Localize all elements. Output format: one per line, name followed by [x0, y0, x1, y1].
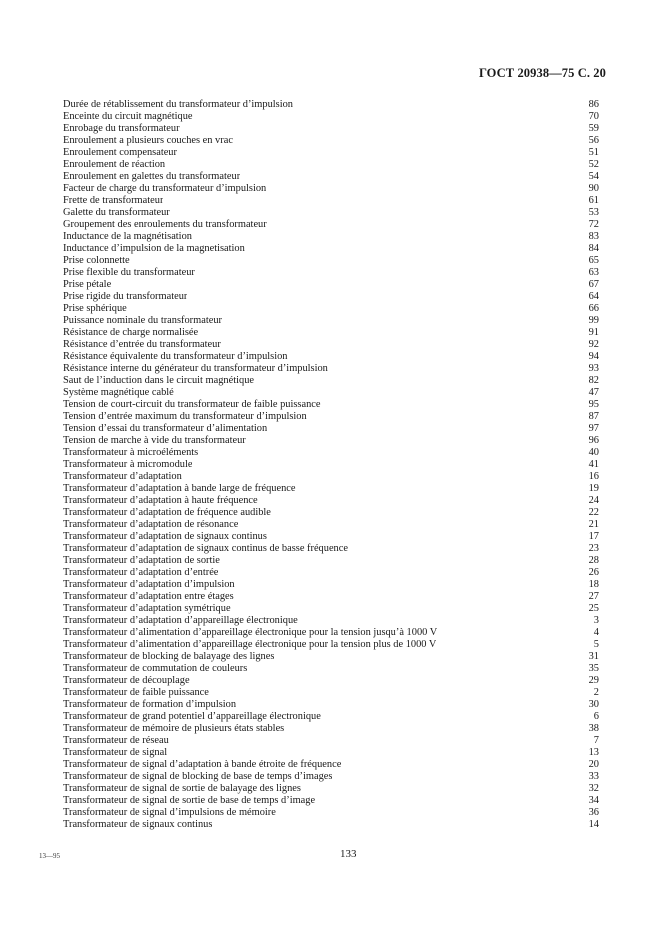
index-term: Transformateur d’adaptation entre étages [63, 591, 234, 602]
index-term: Transformateur d’adaptation de sortie [63, 555, 220, 566]
index-term: Transformateur de découplage [63, 675, 190, 686]
index-page-ref: 23 [588, 543, 599, 554]
index-entry [63, 711, 599, 723]
index-entry [63, 411, 599, 423]
index-entry [63, 519, 599, 531]
index-page-ref: 41 [588, 459, 599, 470]
index-page-ref: 7 [593, 735, 599, 746]
index-term: Enroulement compensateur [63, 147, 177, 158]
index-entry [63, 627, 599, 639]
index-entry [63, 339, 599, 351]
index-term: Enroulement en galettes du transformateur [63, 171, 241, 182]
index-term: Transformateur de signal d’adaptation à bande étroite de fréquence [63, 759, 342, 770]
index-term: Transformateur de blocking de balayage des lignes [63, 651, 275, 662]
index-entry [63, 315, 599, 327]
index-entry [63, 735, 599, 747]
index-term: Transformateur de faible puissance [63, 687, 209, 698]
index-term: Transformateur de signal de blocking de base de temps d’images [63, 771, 333, 782]
index-page-ref: 72 [588, 219, 599, 230]
index-term: Transformateur de grand potentiel d’appareillage électronique [63, 711, 321, 722]
index-term: Transformateur de signal de sortie de balayage des lignes [63, 783, 301, 794]
index-page-ref: 54 [588, 171, 599, 182]
index-entry [63, 615, 599, 627]
index-page-ref: 67 [588, 279, 599, 290]
index-entry [63, 351, 599, 363]
index-page-ref: 94 [588, 351, 599, 362]
index-entry [63, 363, 599, 375]
index-term: Transformateur d’adaptation de signaux continus [63, 531, 267, 542]
index-page-ref: 22 [588, 507, 599, 518]
index-entry [63, 699, 599, 711]
index-entry [63, 399, 599, 411]
index-term: Transformateur de signaux continus [63, 819, 213, 830]
index-page-ref: 3 [593, 615, 599, 626]
index-term: Puissance nominale du transformateur [63, 315, 222, 326]
index-term: Transformateur de signal de sortie de base de temps d’image [63, 795, 316, 806]
index-page-ref: 87 [588, 411, 599, 422]
index-entry [63, 543, 599, 555]
index-term: Inductance de la magnétisation [63, 231, 192, 242]
index-term: Transformateur d’adaptation de résonance [63, 519, 239, 530]
index-page-ref: 33 [588, 771, 599, 782]
index-term: Transformateur d’adaptation [63, 471, 182, 482]
index-entry [63, 795, 599, 807]
index-page-ref: 30 [588, 699, 599, 710]
index-page-ref: 2 [593, 687, 599, 698]
index-page-ref: 64 [588, 291, 599, 302]
index-term: Transformateur d’adaptation de fréquence audible [63, 507, 271, 518]
index-entry [63, 291, 599, 303]
index-entry [63, 147, 599, 159]
index-entry [63, 435, 599, 447]
index-list [63, 99, 599, 831]
index-term: Tension d’entrée maximum du transformateur d’impulsion [63, 411, 307, 422]
index-term: Prise colonnette [63, 255, 130, 266]
index-page-ref: 86 [588, 99, 599, 110]
index-entry [63, 159, 599, 171]
index-term: Résistance de charge normalisée [63, 327, 199, 338]
index-entry [63, 675, 599, 687]
index-entry [63, 483, 599, 495]
index-entry [63, 267, 599, 279]
index-entry [63, 459, 599, 471]
index-entry [63, 759, 599, 771]
index-term: Transformateur d’adaptation d’appareillage électronique [63, 615, 298, 626]
index-page-ref: 47 [588, 387, 599, 398]
index-page-ref: 40 [588, 447, 599, 458]
index-page-ref: 21 [588, 519, 599, 530]
index-page-ref: 91 [588, 327, 599, 338]
index-term: Prise rigide du transformateur [63, 291, 188, 302]
index-entry [63, 807, 599, 819]
index-entry [63, 747, 599, 759]
index-page-ref: 5 [593, 639, 599, 650]
index-entry [63, 243, 599, 255]
index-entry [63, 591, 599, 603]
index-entry [63, 195, 599, 207]
index-entry [63, 279, 599, 291]
index-entry [63, 255, 599, 267]
index-page-ref: 52 [588, 159, 599, 170]
index-entry [63, 447, 599, 459]
index-term: Résistance équivalente du transformateur d’impulsion [63, 351, 288, 362]
index-entry [63, 531, 599, 543]
index-page-ref: 17 [588, 531, 599, 542]
index-page-ref: 97 [588, 423, 599, 434]
index-page-ref: 56 [588, 135, 599, 146]
index-entry [63, 687, 599, 699]
index-page-ref: 13 [588, 747, 599, 758]
index-term: Transformateur de mémoire de plusieurs états stables [63, 723, 285, 734]
index-page-ref: 82 [588, 375, 599, 386]
index-page-ref: 4 [593, 627, 599, 638]
index-term: Tension de marche à vide du transformateur [63, 435, 246, 446]
index-term: Transformateur d’alimentation d’appareillage électronique pour la tension plus de 1000 V [63, 639, 437, 650]
index-term: Enrobage du transformateur [63, 123, 180, 134]
index-page-ref: 31 [588, 651, 599, 662]
index-entry [63, 471, 599, 483]
index-term: Groupement des enroulements du transformateur [63, 219, 267, 230]
index-entry [63, 171, 599, 183]
index-entry [63, 567, 599, 579]
index-page-ref: 65 [588, 255, 599, 266]
page-number: 133 [340, 848, 357, 860]
index-entry [63, 303, 599, 315]
index-page-ref: 16 [588, 471, 599, 482]
index-page-ref: 35 [588, 663, 599, 674]
index-page-ref: 83 [588, 231, 599, 242]
index-term: Transformateur de signal d’impulsions de mémoire [63, 807, 276, 818]
index-term: Résistance interne du générateur du transformateur d’impulsion [63, 363, 328, 374]
index-page-ref: 92 [588, 339, 599, 350]
index-entry [63, 231, 599, 243]
index-page-ref: 26 [588, 567, 599, 578]
index-page-ref: 29 [588, 675, 599, 686]
index-term: Transformateur d’adaptation d’impulsion [63, 579, 235, 590]
index-page-ref: 25 [588, 603, 599, 614]
index-page-ref: 38 [588, 723, 599, 734]
index-term: Galette du transformateur [63, 207, 170, 218]
index-page-ref: 90 [588, 183, 599, 194]
index-term: Facteur de charge du transformateur d’impulsion [63, 183, 267, 194]
index-page-ref: 63 [588, 267, 599, 278]
index-page-ref: 66 [588, 303, 599, 314]
index-term: Prise pétale [63, 279, 112, 290]
index-entry [63, 207, 599, 219]
index-entry [63, 555, 599, 567]
index-entry [63, 603, 599, 615]
index-entry [63, 99, 599, 111]
index-page-ref: 93 [588, 363, 599, 374]
index-term: Prise sphérique [63, 303, 127, 314]
index-entry [63, 771, 599, 783]
index-page-ref: 20 [588, 759, 599, 770]
index-term: Transformateur d’alimentation d’appareillage électronique pour la tension jusqu’à 1000 V [63, 627, 438, 638]
index-page-ref: 51 [588, 147, 599, 158]
index-entry [63, 123, 599, 135]
index-entry [63, 819, 599, 831]
index-entry [63, 783, 599, 795]
index-term: Système magnétique cablé [63, 387, 174, 398]
index-entry [63, 507, 599, 519]
index-page-ref: 84 [588, 243, 599, 254]
index-entry [63, 183, 599, 195]
index-page-ref: 27 [588, 591, 599, 602]
index-term: Prise flexible du transformateur [63, 267, 195, 278]
index-term: Transformateur de formation d’impulsion [63, 699, 237, 710]
index-term: Transformateur à micromodule [63, 459, 193, 470]
index-page-ref: 96 [588, 435, 599, 446]
index-page-ref: 61 [588, 195, 599, 206]
index-term: Durée de rétablissement du transformateur d’impulsion [63, 99, 293, 110]
index-entry [63, 495, 599, 507]
index-entry [63, 423, 599, 435]
index-entry [63, 723, 599, 735]
index-term: Transformateur de signal [63, 747, 168, 758]
index-term: Frette de transformateur [63, 195, 164, 206]
index-entry [63, 219, 599, 231]
index-term: Transformateur à microéléments [63, 447, 199, 458]
print-code: 13—95 [39, 852, 60, 860]
index-entry [63, 111, 599, 123]
index-term: Transformateur d’adaptation à bande large de fréquence [63, 483, 296, 494]
index-entry [63, 135, 599, 147]
index-entry [63, 663, 599, 675]
index-term: Enroulement a plusieurs couches en vrac [63, 135, 233, 146]
page-header: ГОСТ 20938—75 С. 20 [478, 66, 606, 80]
index-page-ref: 99 [588, 315, 599, 326]
index-entry [63, 639, 599, 651]
index-page-ref: 53 [588, 207, 599, 218]
index-entry [63, 387, 599, 399]
index-page-ref: 70 [588, 111, 599, 122]
index-term: Tension de court-circuit du transformateur de faible puissance [63, 399, 321, 410]
index-term: Transformateur de commutation de couleurs [63, 663, 248, 674]
index-entry [63, 327, 599, 339]
index-page-ref: 14 [588, 819, 599, 830]
index-term: Enceinte du circuit magnétique [63, 111, 193, 122]
index-term: Transformateur d’adaptation d’entrée [63, 567, 219, 578]
index-page-ref: 19 [588, 483, 599, 494]
index-page-ref: 6 [593, 711, 599, 722]
index-page-ref: 28 [588, 555, 599, 566]
index-page-ref: 95 [588, 399, 599, 410]
index-page-ref: 34 [588, 795, 599, 806]
index-term: Transformateur d’adaptation symétrique [63, 603, 231, 614]
index-term: Inductance d’impulsion de la magnetisation [63, 243, 245, 254]
index-entry [63, 579, 599, 591]
index-term: Tension d’essai du transformateur d’alimentation [63, 423, 268, 434]
index-term: Enroulement de réaction [63, 159, 166, 170]
index-page-ref: 36 [588, 807, 599, 818]
index-term: Transformateur d’adaptation à haute fréquence [63, 495, 258, 506]
index-term: Saut de l’induction dans le circuit magnétique [63, 375, 255, 386]
index-term: Transformateur d’adaptation de signaux continus de basse fréquence [63, 543, 348, 554]
index-page-ref: 18 [588, 579, 599, 590]
index-term: Transformateur de réseau [63, 735, 169, 746]
index-page-ref: 59 [588, 123, 599, 134]
index-entry [63, 375, 599, 387]
index-entry [63, 651, 599, 663]
index-page-ref: 24 [588, 495, 599, 506]
index-page-ref: 32 [588, 783, 599, 794]
index-term: Résistance d’entrée du transformateur [63, 339, 221, 350]
